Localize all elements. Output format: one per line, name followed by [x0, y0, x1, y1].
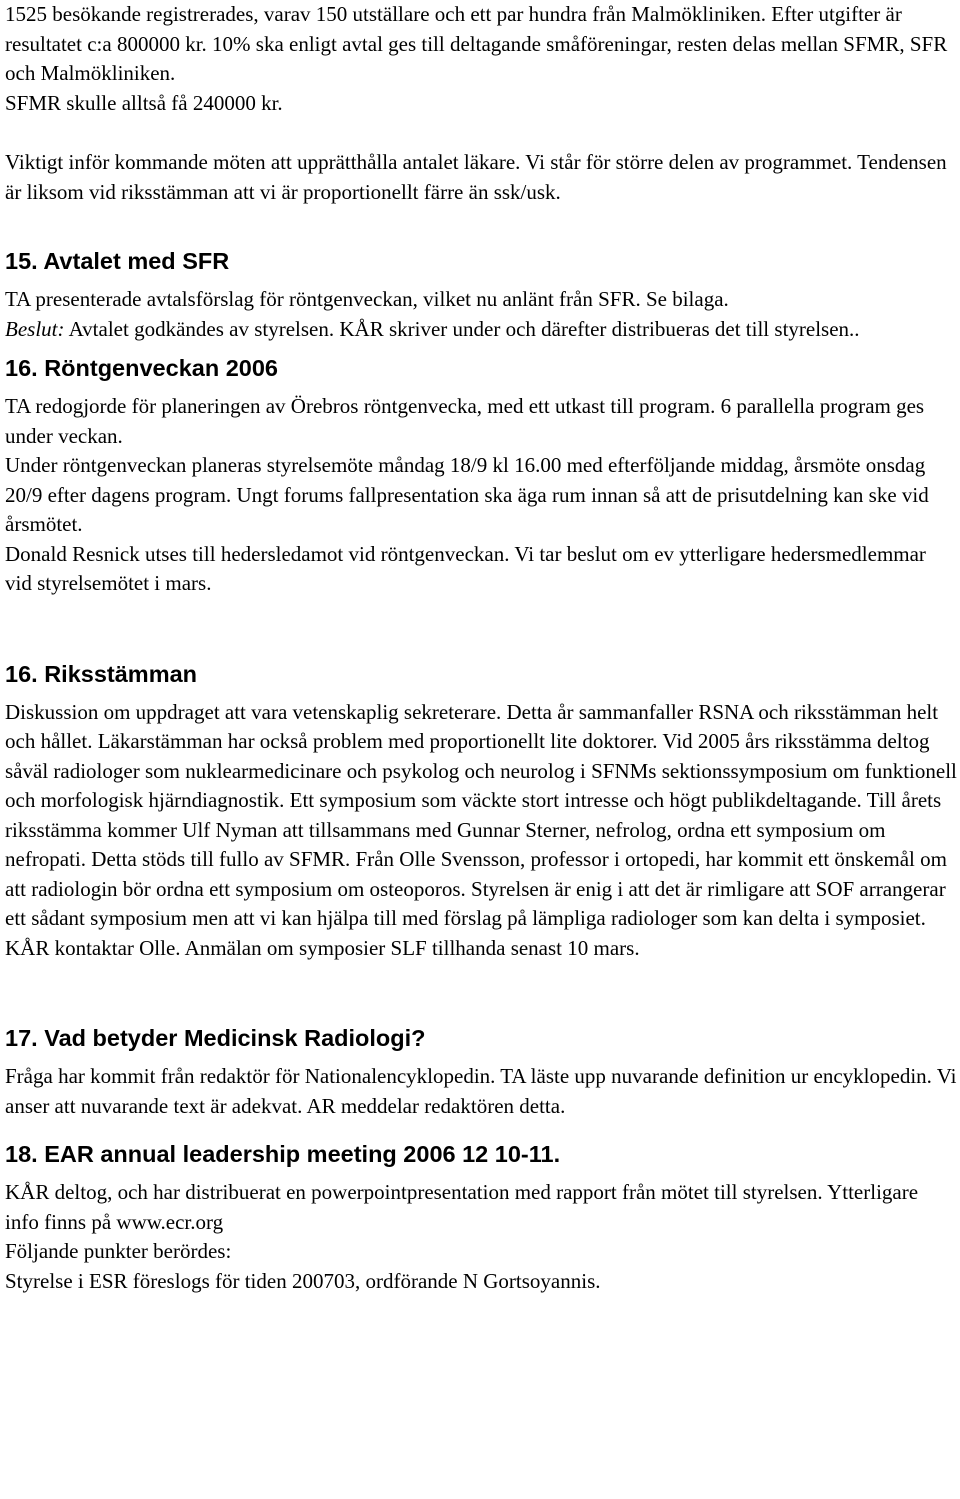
- section-17-heading: 17. Vad betyder Medicinsk Radiologi?: [5, 1025, 426, 1051]
- section-15-paragraph-2: [5, 315, 957, 345]
- section-15-paragraph-1: TA presenterade avtalsförslag för röntgenveckan, vilket nu anlänt från SFR. Se bilaga.: [5, 287, 729, 311]
- intro-paragraph-1: 1525 besökande registrerades, varav 150 utställare och ett par hundra från Malmökliniken. Efter utgifter är resultatet c:a 800000 kr. 10% ska enligt avtal ges till deltagande småföreningar, resten delas mellan SFMR, SFR och Malmökliniken.: [5, 2, 948, 85]
- section-15-heading: 15. Avtalet med SFR: [5, 248, 230, 274]
- intro-paragraph-2: SFMR skulle alltså få 240000 kr.: [5, 90, 283, 115]
- beslut-label: Beslut:: [5, 316, 65, 341]
- document-page: [5, 0, 957, 1296]
- section-16a-heading: 16. Röntgenveckan 2006: [5, 355, 278, 381]
- section-18-paragraph-1: KÅR deltog, och har distribuerat en powerpointpresentation med rapport från mötet till styrelsen. Ytterligare info finns på www.ecr.org: [5, 1180, 919, 1234]
- section-16a-paragraph-1: TA redogjorde för planeringen av Örebros röntgenvecka, med ett utkast till program. 6 parallella program ges under veckan.: [5, 394, 925, 448]
- section-18-heading: 18. EAR annual leadership meeting 2006 12 10-11.: [5, 1141, 561, 1167]
- beslut-text: Avtalet godkändes av styrelsen. KÅR skriver under och därefter distribueras det till styrelsen..: [64, 316, 860, 341]
- section-18-paragraph-2: Följande punkter berördes:: [5, 1239, 232, 1263]
- section-18-paragraph-3: Styrelse i ESR föreslogs för tiden 200703, ordförande N Gortsoyannis.: [5, 1268, 601, 1293]
- section-16b-paragraph-1: Diskussion om uppdraget att vara vetenskaplig sekreterare. Detta år sammanfaller RSNA och riksstämman helt och hållet. Läkarstämman har också problem med proportionellt lite doktorer. Vid 2005 års riksstämma deltog såväl radiologer som nuklearmedicinare och psykolog och neurolog i SFNMs sektionssymposium om funktionell och morfologisk hjärndiagnostik. Ett symposium som väckte stort intresse och högt publikdeltagande. Till årets riksstämma kommer Ulf Nyman att tillsammans med Gunnar Sterner, nefrolog, ordna ett symposium om nefropati. Detta stöds till fullo av SFMR. Från Olle Svensson, professor i ortopedi, har kommit ett önskemål om att radiologin bör ordna ett symposium om osteoporos. Styrelsen är enig i att det är rimligare att SOF arrangerar ett sådant symposium men att vi kan hjälpa till med förslag på lämpliga radiologer som kan delta i symposiet. KÅR kontaktar Olle. Anmälan om symposier SLF tillhanda senast 10 mars.: [5, 699, 957, 960]
- section-16b-heading: 16. Riksstämman: [5, 660, 198, 687]
- section-16a-paragraph-2: Under röntgenveckan planeras styrelsemöte måndag 18/9 kl 16.00 med efterföljande middag, årsmöte onsdag 20/9 efter dagens program. Ungt forums fallpresentation ska äga rum innan så att de prisutdelning kan ske vid årsmötet.: [5, 453, 929, 536]
- intro-paragraph-3: Viktigt inför kommande möten att upprätthålla antalet läkare. Vi står för större delen av programmet. Tendensen är liksom vid riksstämman att vi är proportionellt färre än ssk/usk.: [5, 150, 947, 204]
- section-16a-paragraph-3: Donald Resnick utses till hedersledamot vid röntgenveckan. Vi tar beslut om ev ytterligare hedersmedlemmar vid styrelsemötet i mars.: [5, 541, 926, 595]
- section-17-paragraph-1: Fråga har kommit från redaktör för Nationalencyklopedin. TA läste upp nuvarande definition ur encyklopedin. Vi anser att nuvarande text är adekvat. AR meddelar redaktören detta.: [5, 1064, 957, 1118]
